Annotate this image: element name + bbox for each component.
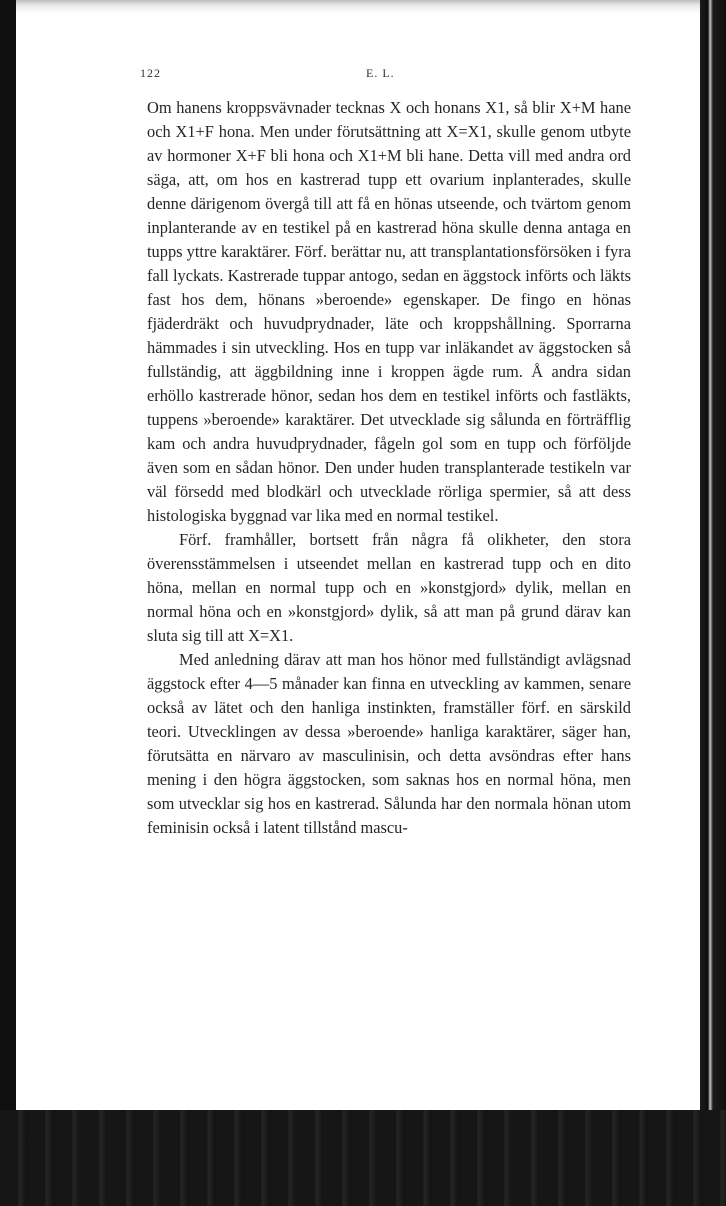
scan-bottom-band [0,1110,726,1206]
scan-top-edge [0,0,700,14]
body-text [147,96,631,840]
paragraph-3: Med anledning därav att man hos hönor med fullständigt avlägsnad äggstock efter 4—5 månader kan finna en utveckling av kammen, senare också av lätet och den hanliga instinkten, framställer förf. en särskild teori. Utvecklingen av dessa »beroende» hanliga karaktärer, säger han, förutsätta en närvaro av masculinisin, och detta avsöndras efter hans mening i den högra äggstocken, som saknas hos en normal höna, men som utvecklar sig hos en kastrerad. Sålunda har den normala hönan utom feminisin också i latent tillstånd mascu- [147,650,631,837]
scan-right-edge [700,0,726,1206]
paragraph-2: Förf. framhåller, bortsett från några få olikheter, den stora överensstämmelsen i utseendet mellan en kastrerad tupp och en dito höna, mellan en normal tupp och en »konstgjord» dylik, mellan en normal höna och en »konstgjord» dylik, så att man på grund därav kan sluta sig till att X=X1. [147,530,631,645]
paragraph-1: Om hanens kroppsvävnader tecknas X och honans X1, så blir X+M hane och X1+F hona. Men under förutsättning att X=X1, skulle genom utbyte av hormoner X+F bli hona och X1+M bli hane. Detta vill med andra ord säga, att, om hos en kastrerad tupp ett ovarium inplanterades, skulle denne därigenom övergå till att få en hönas utseende, och tvärtom genom inplanterande av en testikel på en kastrerad höna skulle denna antaga en tupps yttre karaktärer. Förf. berättar nu, att transplantationsförsöken i fyra fall lyckats. Kastrerade tuppar antogo, sedan en äggstock införts och läkts fast hos dem, hönans »beroende» egenskaper. De fingo en hönas fjäderdräkt och huvudprydnader, läte och kroppshållning. Sporrarna hämmades i sin utveckling. Hos en tupp var inläkandet av äggstocken så fullständig, att äggbildning inne i kroppen ägde rum. Å andra sidan erhöllo kastrerade hönor, sedan hos dem en testikel införts och fastläkts, tuppens »beroende» karaktärer. Det utvecklade sig sålunda en förträfflig kam och andra huvudprydnader, fågeln gol som en tupp och förföljde även som en sådan hönor. Den under huden transplanterade testikeln var väl försedd med blodkärl och utvecklade rörliga spermier, så att dess histologiska byggnad var lika med en normal testikel. [147,98,631,525]
running-head: E. L. [366,66,395,80]
page-number: 122 [140,66,161,80]
page-header [140,66,630,84]
scan-left-edge [0,0,16,1110]
